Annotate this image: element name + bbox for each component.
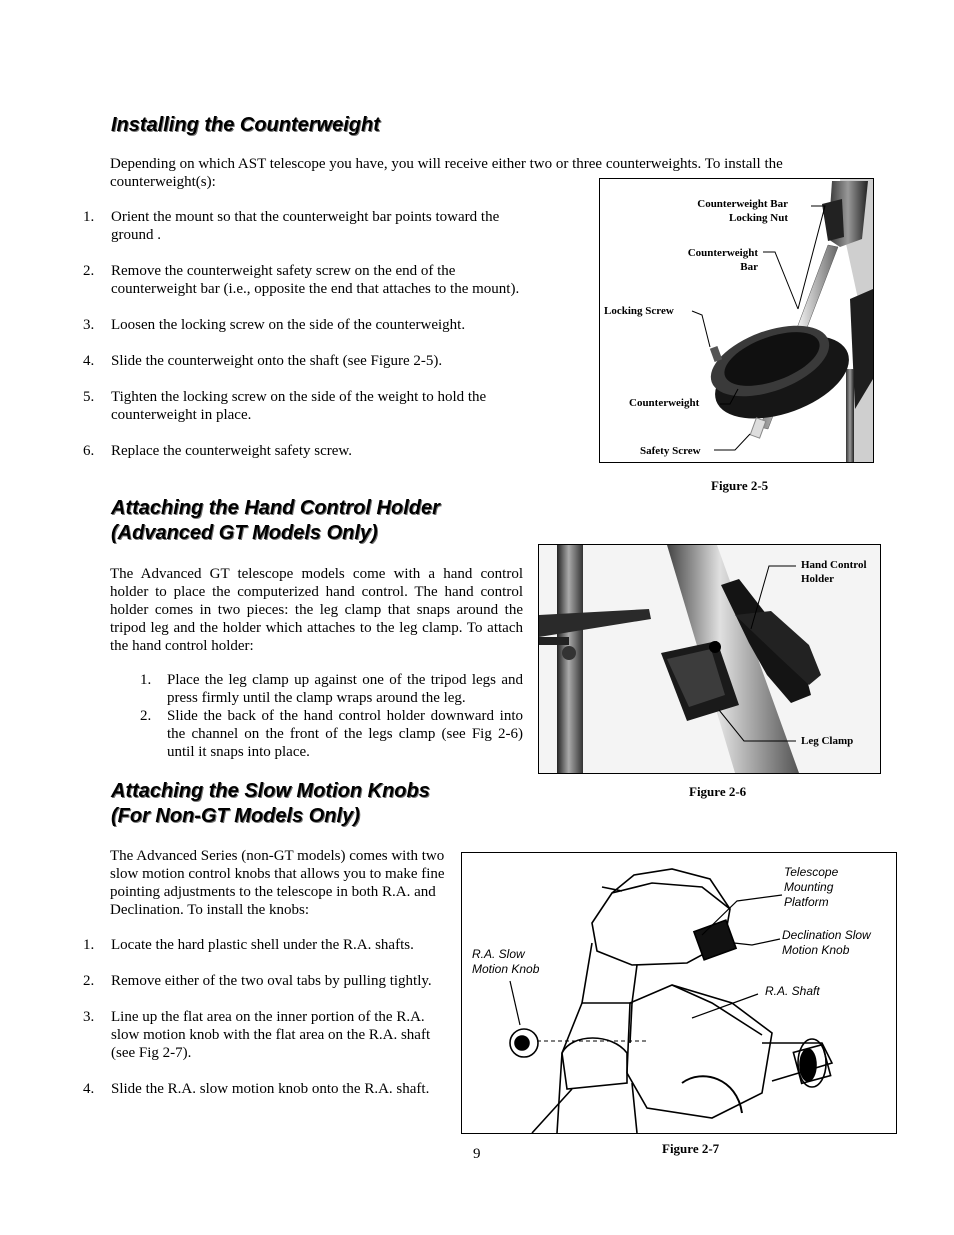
label-line: Declination Slow bbox=[782, 928, 871, 942]
label-leg-clamp: Leg Clamp bbox=[801, 735, 854, 747]
section-heading-counterweight: Installing the Counterweight bbox=[111, 114, 380, 136]
step-number: 5. bbox=[83, 389, 95, 405]
step-text: Remove the counterweight safety screw on the end of the counterweight bar (i.e., opposite the end that attaches to the mount). bbox=[111, 263, 520, 297]
label-locking-screw: Locking Screw bbox=[604, 305, 674, 317]
step-text: Slide the back of the hand control holder downward into the channel on the front of the legs clamp (see Fig 2-6) until it snaps into place. bbox=[167, 708, 523, 760]
step-text: Orient the mount so that the counterweight bar points toward the ground . bbox=[111, 209, 500, 243]
label-line: Motion Knob bbox=[782, 943, 850, 957]
label-counterweight: Counterweight bbox=[629, 397, 700, 409]
label-ra-slow-motion-knob bbox=[472, 947, 539, 977]
step-text: Line up the flat area on the inner portion of the R.A. slow motion knob with the flat area on the R.A. shaft (see Fig 2-7). bbox=[111, 1009, 431, 1061]
heading-line: Attaching the Slow Motion Knobs bbox=[111, 780, 430, 802]
step-number: 2. bbox=[83, 973, 95, 989]
figure-2-7 bbox=[461, 852, 897, 1134]
slow-motion-intro: The Advanced Series (non-GT models) comes with two slow motion control knobs that allows you to make fine pointing adjustments to the telescope in both R.A. and Declination. To install the knobs: bbox=[110, 848, 445, 918]
step-text: Locate the hard plastic shell under the R.A. shafts. bbox=[111, 937, 414, 953]
step-text: Remove either of the two oval tabs by pulling tightly. bbox=[111, 973, 432, 989]
label-line: Counterweight Bar bbox=[697, 198, 788, 210]
label-line: Platform bbox=[784, 895, 829, 909]
step-number: 6. bbox=[83, 443, 95, 459]
page-number: 9 bbox=[473, 1146, 481, 1162]
label-line: R.A. Slow bbox=[472, 947, 525, 961]
step-number: 1. bbox=[140, 672, 152, 688]
label-bar-locking-nut bbox=[684, 197, 788, 225]
step-number: 3. bbox=[83, 1009, 95, 1025]
label-line: Motion Knob bbox=[472, 962, 540, 976]
section-heading-slow-motion-knobs bbox=[111, 779, 531, 829]
figure-2-6 bbox=[538, 544, 881, 774]
section-heading-hand-control-holder bbox=[111, 496, 531, 546]
label-declination-slow-motion-knob bbox=[782, 928, 871, 958]
label-line: Mounting bbox=[784, 880, 834, 894]
label-line: Holder bbox=[801, 573, 834, 585]
figure-2-5 bbox=[599, 178, 874, 463]
heading-line: (Advanced GT Models Only) bbox=[111, 522, 378, 544]
step-number: 1. bbox=[83, 937, 95, 953]
step-text: Place the leg clamp up against one of the tripod legs and press firmly until the clamp wraps around the leg. bbox=[167, 672, 523, 706]
step-text: Slide the counterweight onto the shaft (see Figure 2-5). bbox=[111, 353, 443, 369]
label-hand-control-holder bbox=[801, 558, 867, 586]
figure-2-5-caption: Figure 2-5 bbox=[711, 478, 769, 493]
step-number: 2. bbox=[140, 708, 152, 724]
label-line: Counterweight bbox=[687, 247, 758, 259]
label-ra-shaft: R.A. Shaft bbox=[765, 984, 820, 998]
step-number: 4. bbox=[83, 1081, 95, 1097]
step-text: Slide the R.A. slow motion knob onto the R.A. shaft. bbox=[111, 1081, 430, 1097]
counterweight-intro: Depending on which AST telescope you have, you will receive either two or three counterweights. To install the counterweight(s): bbox=[110, 156, 783, 190]
step-number: 2. bbox=[83, 263, 95, 279]
label-safety-screw: Safety Screw bbox=[640, 445, 701, 457]
label-line: Bar bbox=[740, 261, 758, 273]
hand-control-intro: The Advanced GT telescope models come with a hand control holder to place the computerized hand control. The hand control holder comes in two pieces: the leg clamp that snaps around the tripod leg and the holder which attaches to the leg clamp. To attach the hand control holder: bbox=[110, 566, 523, 654]
label-line: Telescope bbox=[784, 865, 839, 879]
label-telescope-mounting-platform bbox=[784, 865, 838, 910]
step-text: Replace the counterweight safety screw. bbox=[111, 443, 353, 459]
label-line: Locking Nut bbox=[729, 212, 788, 224]
heading-line: (For Non-GT Models Only) bbox=[111, 805, 360, 827]
label-line: Hand Control bbox=[801, 559, 867, 571]
step-number: 4. bbox=[83, 353, 95, 369]
step-text: Loosen the locking screw on the side of the counterweight. bbox=[111, 317, 466, 333]
step-text: Tighten the locking screw on the side of the weight to hold the counterweight in place. bbox=[111, 389, 487, 423]
heading-line: Attaching the Hand Control Holder bbox=[111, 497, 440, 519]
step-number: 3. bbox=[83, 317, 95, 333]
figure-2-7-caption: Figure 2-7 bbox=[662, 1141, 720, 1156]
step-number: 1. bbox=[83, 209, 95, 225]
figure-2-6-caption: Figure 2-6 bbox=[689, 784, 747, 799]
label-counterweight-bar bbox=[660, 246, 758, 274]
